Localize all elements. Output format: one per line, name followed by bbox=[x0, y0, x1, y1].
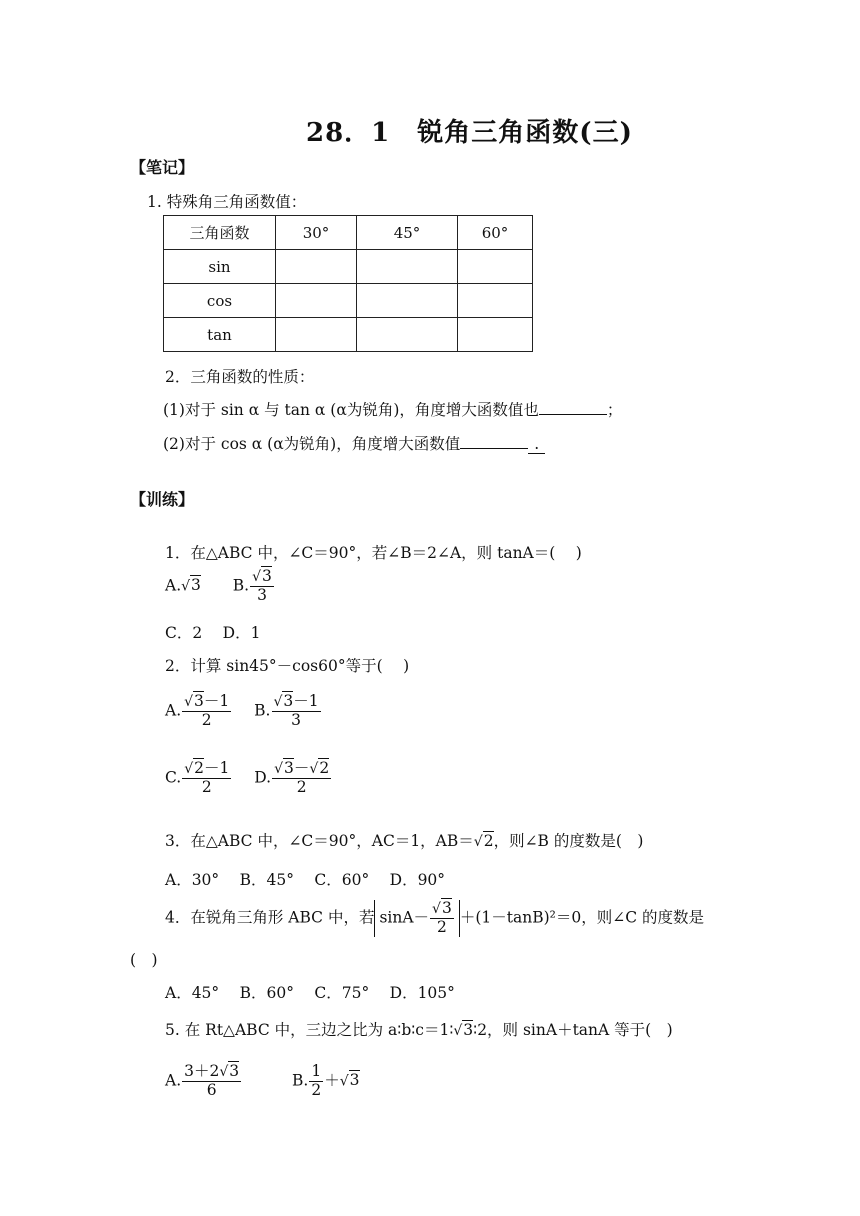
table-cell bbox=[276, 318, 357, 352]
table-header-cell: 45° bbox=[357, 216, 458, 250]
option-label: C. bbox=[165, 768, 182, 787]
radicand: 3 bbox=[463, 1021, 474, 1039]
question-3-stem bbox=[165, 829, 643, 851]
question-4-stem-a: 4．在锐角三角形 ABC 中，若 bbox=[165, 908, 375, 927]
denominator: 2 bbox=[201, 777, 212, 796]
table-row bbox=[164, 250, 533, 284]
question-5-stem-b: ∶2，则 sinA＋tanA 等于( ) bbox=[473, 1021, 673, 1039]
question-1-options-ab bbox=[165, 568, 275, 605]
option-label: D. bbox=[254, 768, 272, 787]
denominator: 3 bbox=[257, 585, 267, 604]
answer-blank bbox=[460, 434, 528, 449]
sqrt-icon: √ bbox=[219, 1064, 229, 1080]
table-cell bbox=[357, 284, 458, 318]
option-label: B. bbox=[254, 701, 271, 720]
table-row bbox=[164, 318, 533, 352]
fraction bbox=[272, 693, 321, 730]
fraction bbox=[309, 1063, 323, 1100]
property-1-end: ； bbox=[606, 401, 623, 419]
radicand: 3 bbox=[194, 692, 204, 710]
abs-expression: sinA－ bbox=[379, 908, 430, 927]
question-5-options bbox=[165, 1063, 360, 1100]
table-row-label: tan bbox=[164, 318, 276, 352]
radicand: 2 bbox=[483, 832, 494, 850]
radicand: 3 bbox=[284, 759, 294, 777]
table-cell bbox=[357, 318, 458, 352]
table-cell bbox=[458, 250, 533, 284]
practice-heading: 【训练】 bbox=[130, 490, 195, 509]
question-4-paren: ( ) bbox=[130, 951, 158, 969]
sqrt-icon: √ bbox=[181, 578, 191, 595]
sqrt-icon: √ bbox=[184, 761, 194, 777]
radicand: 3 bbox=[441, 899, 452, 917]
question-3-stem-a: 3．在△ABC 中，∠C＝90°，AC＝1，AB＝ bbox=[165, 832, 474, 850]
fraction bbox=[430, 900, 454, 937]
radicand: 3 bbox=[349, 1071, 360, 1090]
question-2-stem: 2．计算 sin45°－cos60°等于( ) bbox=[165, 657, 410, 675]
numerator-rest: －1 bbox=[204, 759, 230, 777]
option-label: A. bbox=[165, 701, 182, 720]
radicand: 2 bbox=[194, 759, 205, 777]
fraction bbox=[182, 760, 231, 797]
table-header-cell: 三角函数 bbox=[164, 216, 276, 250]
question-1-options-cd: C．2 D．1 bbox=[165, 624, 261, 642]
denominator: 2 bbox=[437, 917, 447, 936]
radicand: 3 bbox=[229, 1062, 240, 1080]
question-4-options: A．45° B．60° C．75° D．105° bbox=[165, 984, 455, 1002]
table-row bbox=[164, 284, 533, 318]
question-5-stem bbox=[165, 1018, 673, 1040]
property-2-text: (2)对于 cos α (α为锐角)，角度增大函数值 bbox=[163, 435, 461, 453]
numerator-rest: －1 bbox=[293, 692, 319, 710]
question-2-options-ab bbox=[165, 693, 322, 730]
question-4-stem-b: ＋(1－tanB)²＝0，则∠C 的度数是 bbox=[459, 908, 704, 927]
property-2-end: . bbox=[528, 435, 545, 454]
plus-operator: ＋ bbox=[324, 1071, 340, 1090]
option-label: B. bbox=[292, 1071, 309, 1090]
table-row-label: sin bbox=[164, 250, 276, 284]
table-cell bbox=[276, 250, 357, 284]
fraction bbox=[272, 760, 331, 797]
sqrt-icon: √ bbox=[339, 1073, 349, 1090]
denominator: 2 bbox=[311, 1080, 322, 1099]
option-label: B. bbox=[232, 576, 250, 595]
question-3-stem-b: ，则∠B 的度数是( ) bbox=[493, 832, 644, 850]
trig-values-table bbox=[163, 215, 533, 352]
numerator-operator: － bbox=[293, 759, 310, 777]
sqrt-icon: √ bbox=[274, 761, 284, 777]
radicand: 2 bbox=[319, 759, 330, 777]
table-header-cell: 60° bbox=[458, 216, 533, 250]
numerator: 1 bbox=[311, 1062, 322, 1080]
question-4-stem bbox=[165, 900, 704, 937]
absolute-value bbox=[374, 900, 459, 937]
denominator: 2 bbox=[296, 777, 307, 796]
sqrt-icon: √ bbox=[273, 694, 283, 710]
fraction bbox=[182, 1063, 241, 1100]
radicand: 3 bbox=[191, 576, 201, 595]
radicand: 3 bbox=[262, 567, 272, 585]
notes-item-1: 1. 特殊角三角函数值： bbox=[147, 193, 307, 211]
notes-heading: 【笔记】 bbox=[130, 158, 195, 177]
table-header-cell: 30° bbox=[276, 216, 357, 250]
option-label: A. bbox=[165, 576, 182, 595]
question-1-stem: 1．在△ABC 中，∠C＝90°，若∠B＝2∠A，则 tanA＝( ) bbox=[165, 544, 582, 562]
denominator: 6 bbox=[206, 1080, 217, 1099]
denominator: 2 bbox=[201, 710, 212, 729]
question-5-stem-a: 5. 在 Rt△ABC 中，三边之比为 a∶b∶c＝1∶ bbox=[165, 1021, 454, 1039]
table-cell bbox=[357, 250, 458, 284]
answer-blank bbox=[539, 400, 607, 415]
sqrt-icon: √ bbox=[432, 901, 441, 917]
table-header-row bbox=[164, 216, 533, 250]
table-cell bbox=[276, 284, 357, 318]
property-1-text: (1)对于 sin α 与 tan α (α为锐角)，角度增大函数值也 bbox=[163, 401, 539, 419]
option-label: A. bbox=[165, 1071, 182, 1090]
fraction bbox=[182, 693, 231, 730]
fraction bbox=[250, 568, 274, 605]
sqrt-icon: √ bbox=[453, 1023, 463, 1039]
sqrt-icon: √ bbox=[252, 569, 262, 585]
table-cell bbox=[458, 318, 533, 352]
sqrt-icon: √ bbox=[473, 834, 483, 850]
notes-item-2: 2．三角函数的性质： bbox=[165, 368, 315, 386]
property-1 bbox=[163, 398, 622, 420]
sqrt-icon: √ bbox=[184, 694, 194, 710]
page-title: 28．1 锐角三角函数(三) bbox=[306, 118, 633, 148]
numerator-rest: －1 bbox=[203, 692, 230, 710]
numerator-pre: 3＋2 bbox=[184, 1062, 220, 1080]
question-2-options-cd bbox=[165, 760, 332, 797]
property-2 bbox=[163, 432, 545, 454]
table-row-label: cos bbox=[164, 284, 276, 318]
table-cell bbox=[458, 284, 533, 318]
radicand: 3 bbox=[283, 692, 294, 710]
denominator: 3 bbox=[291, 710, 302, 729]
sqrt-icon: √ bbox=[309, 761, 319, 777]
question-3-options: A．30° B．45° C．60° D．90° bbox=[165, 871, 446, 889]
